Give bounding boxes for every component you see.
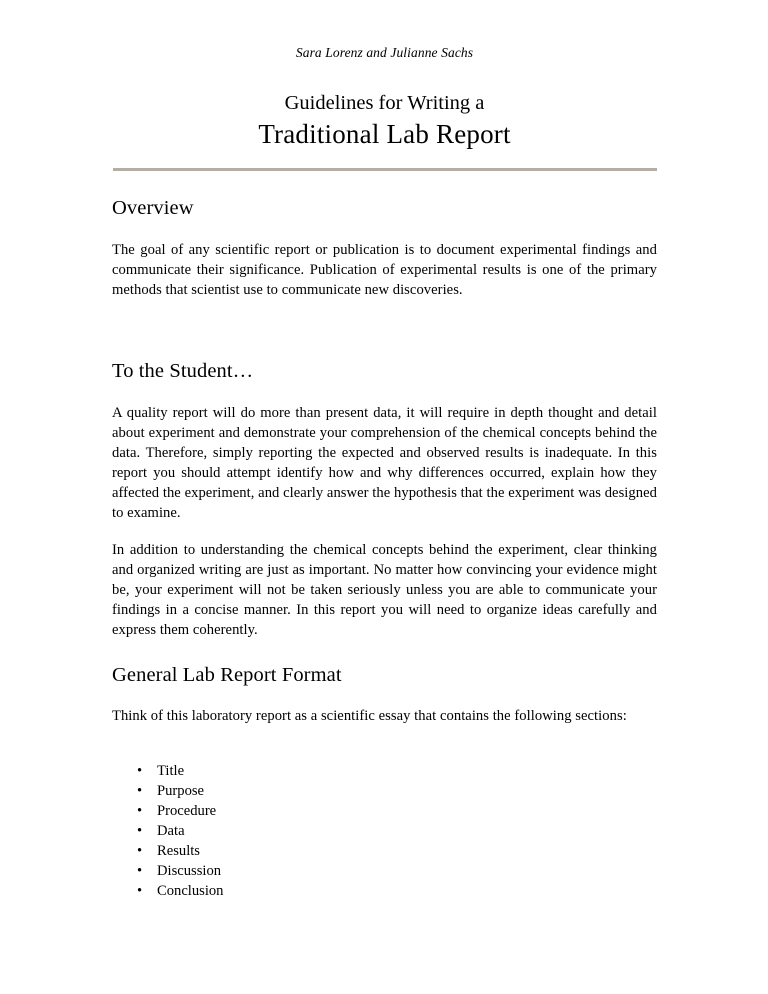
bullet-icon: • (137, 863, 143, 879)
list-item-label: Procedure (157, 803, 217, 819)
list-item (112, 781, 657, 801)
list-item (112, 761, 657, 781)
document-title-line-2: Traditional Lab Report (258, 119, 511, 149)
section-paragraph-to-the-student-2: In addition to understanding the chemical concepts behind the experiment, clear thinking and organized writing are just as important. No matter how convincing your evidence might be, your experiment will not be taken seriously unless you are able to communicate your findings in a concise manner. In this report you will need to organize ideas carefully and express them coherently. (112, 542, 657, 638)
bullet-icon: • (137, 783, 143, 799)
bullet-icon: • (137, 843, 143, 859)
section-paragraph-to-the-student-1: A quality report will do more than present data, it will require in depth thought and detail about experiment and demonstrate your comprehension of the chemical concepts behind the data. Therefore, simply reporting the expected and observed results is inadequate. In this report you should attempt identify how and why differences occurred, explain how they affected the experiment, and clearly answer the hypothesis that the experiment was designed to examine. (112, 405, 657, 521)
author-byline: Sara Lorenz and Julianne Sachs (295, 45, 474, 60)
list-item (112, 801, 657, 821)
bullet-icon: • (137, 883, 143, 899)
list-item-label: Results (157, 843, 200, 859)
list-item-label: Conclusion (157, 883, 224, 899)
list-item-label: Title (157, 763, 185, 779)
report-sections-list-container (112, 761, 657, 901)
list-item (112, 861, 657, 881)
list-item-label: Discussion (157, 863, 222, 879)
bullet-icon: • (137, 763, 143, 779)
list-item (112, 881, 657, 901)
report-sections-list (112, 761, 657, 901)
section-heading-general-lab-report-format: General Lab Report Format (112, 664, 342, 686)
list-item-label: Purpose (157, 783, 205, 799)
list-item (112, 841, 657, 861)
list-item (112, 821, 657, 841)
document-title-line-1: Guidelines for Writing a (284, 92, 485, 114)
section-paragraph-overview: The goal of any scientific report or publication is to document experimental findings and communicate their significance. Publication of experimental results is one of the primary methods that scientist use to communicate new discoveries. (112, 242, 657, 298)
header-divider-rule (113, 168, 657, 171)
list-item-label: Data (157, 823, 185, 839)
bullet-icon: • (137, 823, 143, 839)
section-heading-to-the-student: To the Student… (112, 360, 254, 382)
bullet-icon: • (137, 803, 143, 819)
section-paragraph-general-lab-report-format: Think of this laboratory report as a scientific essay that contains the following sections: (112, 708, 627, 724)
section-heading-overview: Overview (112, 197, 194, 219)
